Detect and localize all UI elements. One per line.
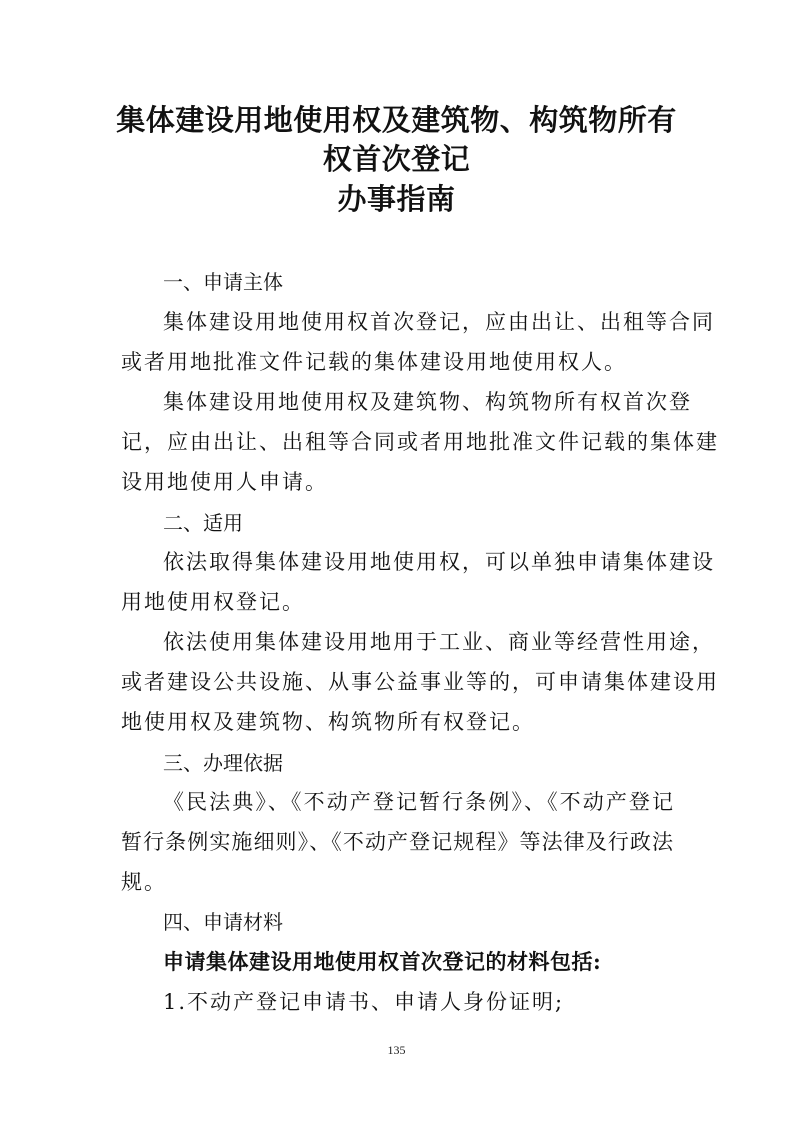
document-title-line-2: 权首次登记: [322, 142, 471, 176]
paragraph-line: 依法使用集体建设用地用于工业、商业等经营性用途，: [163, 630, 715, 654]
paragraph-line: 用地使用权登记。: [121, 590, 305, 614]
section-heading-scope: 二、适用: [163, 511, 243, 535]
section-heading-legal-basis: 三、办理依据: [163, 751, 283, 775]
paragraph-line: 或者建设公共设施、从事公益事业等的，可申请集体建设用: [121, 670, 719, 694]
section-heading-materials: 四、申请材料: [163, 910, 283, 934]
paragraph-line: 或者用地批准文件记载的集体建设用地使用权人。: [121, 350, 627, 374]
paragraph-line: 设用地使用人申请。: [121, 470, 328, 494]
paragraph-line: 集体建设用地使用权首次登记，应由出让、出租等合同: [163, 310, 715, 334]
paragraph-line: 暂行条例实施细则》、《不动产登记规程》等法律及行政法: [121, 830, 673, 854]
materials-subheading: 申请集体建设用地使用权首次登记的材料包括:: [163, 949, 602, 974]
paragraph-line: 记，应由出让、出租等合同或者用地批准文件记载的集体建: [121, 430, 719, 454]
paragraph-line: 《民法典》、《不动产登记暂行条例》、《不动产登记: [163, 790, 673, 814]
paragraph-line: 集体建设用地使用权及建筑物、构筑物所有权首次登: [163, 390, 692, 414]
document-title-line-3: 办事指南: [337, 182, 456, 216]
page-number: 135: [387, 1043, 406, 1057]
materials-list-item: 1.不动产登记申请书、申请人身份证明;: [163, 990, 565, 1014]
paragraph-line: 规。: [121, 870, 167, 894]
paragraph-line: 依法取得集体建设用地使用权，可以单独申请集体建设: [163, 550, 715, 574]
section-heading-applicant: 一、申请主体: [163, 270, 283, 294]
document-title-line-1: 集体建设用地使用权及建筑物、构筑物所有: [116, 103, 677, 137]
paragraph-line: 地使用权及建筑物、构筑物所有权登记。: [121, 710, 535, 734]
